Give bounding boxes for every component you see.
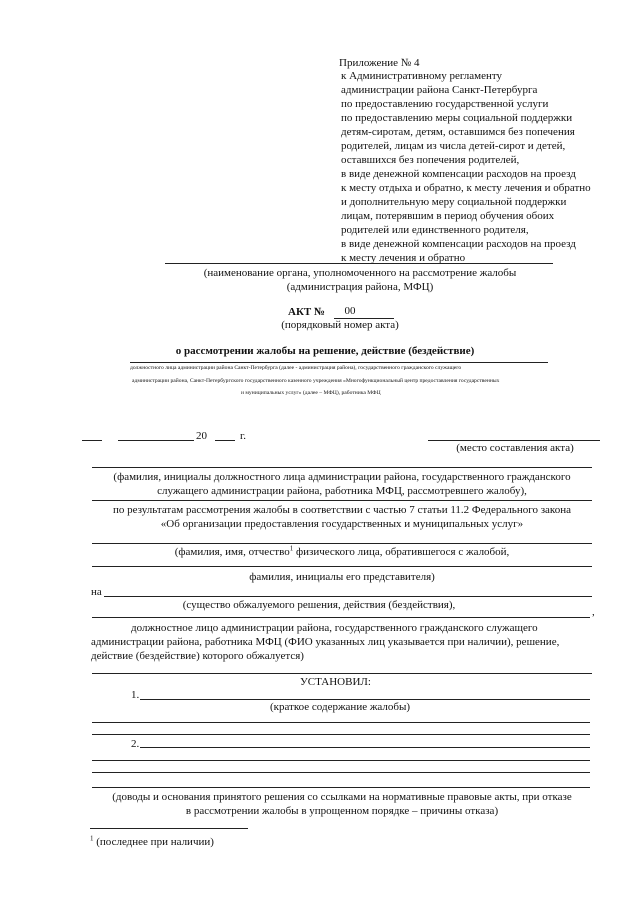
act-title-line [130,362,548,363]
decision-caption: (существо обжалуемого решения, действия (бездействия), [182,599,456,611]
act-number-caption: (порядковый номер акта) [281,319,399,331]
representative-line [92,566,592,567]
date-day-line [82,440,102,441]
item-1-number: 1. [131,689,140,701]
decision-para-2: администрации района, работника МФЦ (ФИО указанных лиц указывается при наличии), решение, [91,636,560,648]
on-prefix: на [91,586,102,598]
person-caption-main: (фамилия, имя, отчество [174,546,290,558]
footnote-reference: 1 [289,544,294,553]
item-2-line-4 [92,787,590,788]
appendix-line: родителей или единственного родителя, [341,224,529,236]
act-number: 00 [344,305,356,317]
appendix-line: к Административному регламенту [341,70,503,82]
results-text-2: «Об организации предоставления государственных и муниципальных услуг» [160,518,524,530]
official-caption-2: служащего администрации района, работника МФЦ, рассмотревшего жалобу), [157,485,527,497]
decision-para-1: должностное лицо администрации района, государственного гражданского служащего [131,622,538,634]
official-line [92,467,592,468]
appendix-line: детям-сиротам, детям, оставшимся без попечения [341,126,575,138]
person-line [92,543,592,544]
item-2-line [140,747,590,748]
date-year-line [215,440,235,441]
results-text: по результатам рассмотрения жалобы в соответствии с частью 7 статьи 11.2 Федерального закона [113,504,571,516]
appendix-line: в виде денежной компенсации расходов на проезд [341,168,576,180]
footnote-mark: 1 [90,834,94,843]
act-title: о рассмотрении жалобы на решение, действие (бездействие) [175,345,475,357]
appendix-line: администрации района Санкт-Петербурга [341,84,538,96]
reasons-caption: (доводы и основания принятого решения со ссылками на нормативные правовые акты, при отказе [112,791,572,803]
place-caption: (место составления акта) [456,442,574,454]
organ-caption-2: (администрация района, МФЦ) [286,281,434,293]
established-line [92,673,592,674]
person-caption-tail: физического лица, обратившегося с жалобой, [293,546,510,558]
item-1-caption: (краткое содержание жалобы) [269,701,411,713]
official-caption: (фамилия, инициалы должностного лица администрации района, государственного гражданского [113,471,571,483]
organ-caption: (наименование органа, уполномоченного на рассмотрение жалобы [203,267,517,279]
appendix-line: родителей, лицам из числа детей-сирот и детей, [341,140,566,152]
item-2-line-3 [92,772,590,773]
item-2-line-2 [92,760,590,761]
representative-caption: фамилия, инициалы его представителя) [249,571,435,583]
appendix-line: оставшихся без попечения родителей, [341,154,520,166]
decision-para-3: действие (бездействие) которого обжалуется) [91,650,304,662]
appendix-heading: Приложение № 4 [339,57,420,69]
decision-line [104,596,592,597]
date-year-suffix: г. [240,430,247,442]
reasons-caption-2: в рассмотрении жалобы в упрощенном порядке – причины отказа) [185,805,499,817]
item-2-number: 2. [131,738,140,750]
appendix-line: по предоставлению государственной услуги [341,98,549,110]
footnote-text: (последнее при наличии) [93,836,214,848]
appendix-line: к месту лечения и обратно [341,252,466,264]
appendix-line: в виде денежной компенсации расходов на проезд [341,238,576,250]
item-1-line-2 [92,722,590,723]
act-small-line-2: администрации района, Санкт-Петербургского государственного казенного учреждения «Многофункциональный центр предоставления государственных [132,378,500,384]
person-caption [92,545,592,559]
footnote [90,835,214,849]
established-heading: УСТАНОВИЛ: [300,676,371,688]
results-line [92,500,592,501]
appendix-block [341,69,591,265]
act-label: АКТ № [288,306,326,318]
appendix-line: к месту отдыха и обратно, к месту лечения и обратно [341,182,591,194]
appendix-line: и дополнительную меру социальной поддержки [341,196,567,208]
item-1-line-3 [92,734,590,735]
organ-name-line [165,263,553,264]
act-small-line-1: должностного лица администрации района Санкт-Петербурга (далее - администрация района), государственного гражданского служащего [130,365,462,371]
date-month-line [118,440,194,441]
decision-line-2 [92,617,590,618]
date-year: 20 [196,430,207,442]
act-small-line-3: и муниципальных услуг» (далее – МФЦ), работника МФЦ [241,390,381,396]
appendix-line: лицам, потерявшим в период обучения обоих [341,210,555,222]
appendix-line: по предоставлению меры социальной поддержки [341,112,573,124]
decision-comma: , [592,606,595,618]
footnote-separator [90,828,248,829]
